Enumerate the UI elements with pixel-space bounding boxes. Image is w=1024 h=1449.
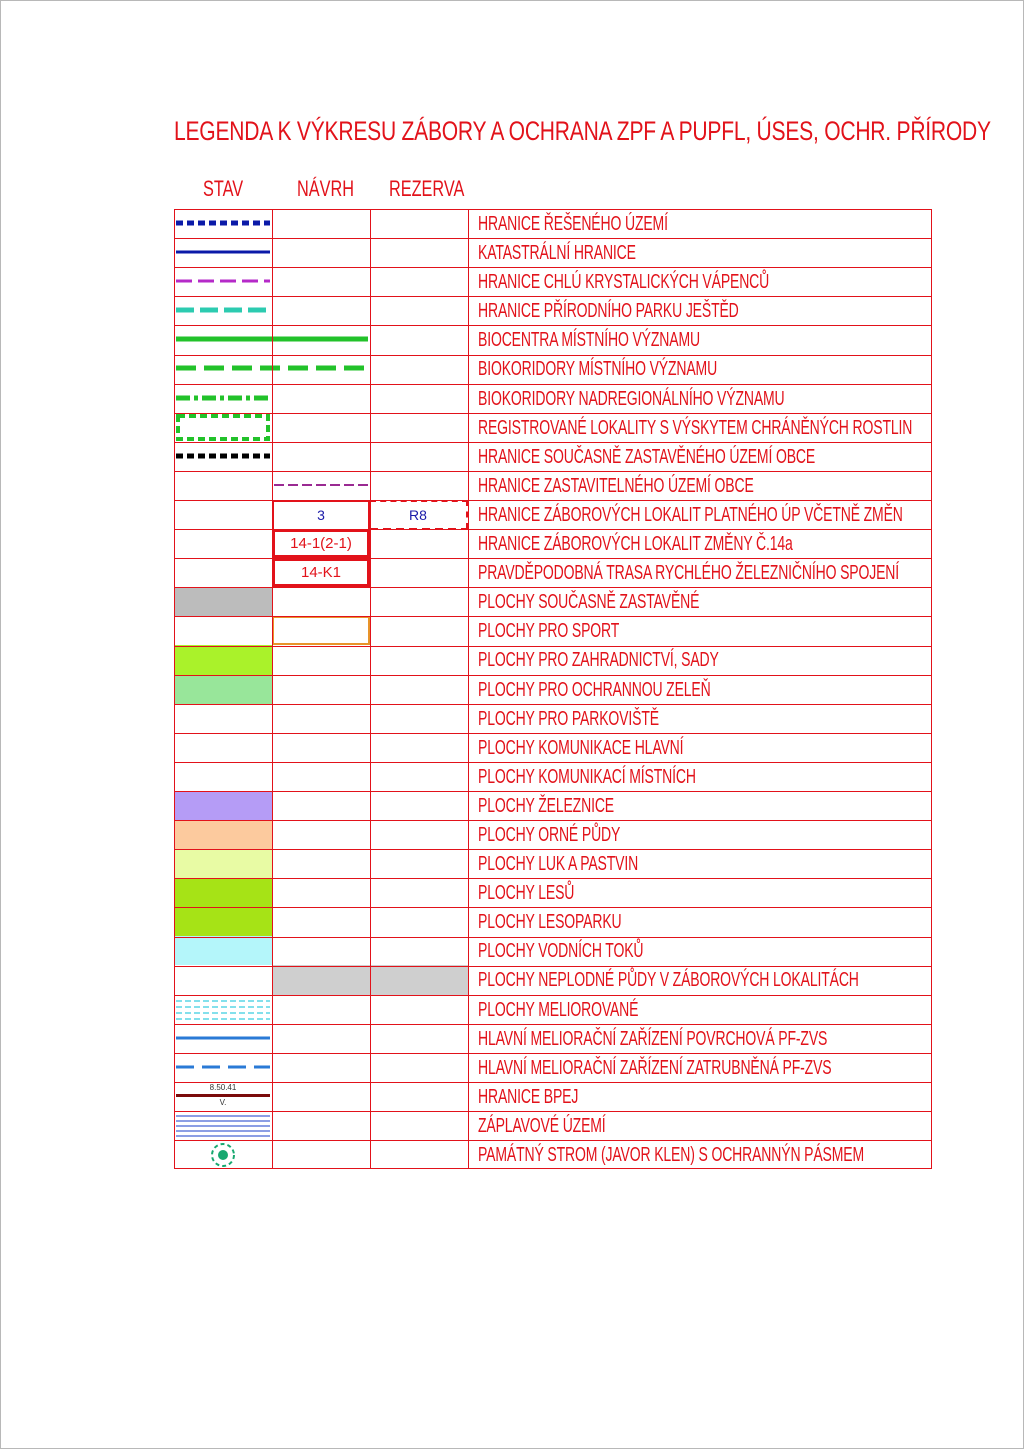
swatch-forest-green	[174, 907, 272, 936]
legend-row-sport	[174, 616, 932, 645]
swatch-pale-yellow-green	[174, 849, 272, 878]
column-header-stav: STAV	[203, 176, 244, 201]
legend-label: HRANICE SOUČASNĚ ZASTAVĚNÉHO ÚZEMÍ OBCE	[478, 445, 816, 468]
symbol-red-box-14-k1	[272, 558, 370, 587]
legend-row-chlu	[174, 267, 932, 296]
legend-label: KATASTRÁLNÍ HRANICE	[478, 242, 636, 265]
symbol-blue-hatch	[174, 1111, 272, 1140]
legend-label: PAMÁTNÝ STROM (JAVOR KLEN) S OCHRANNÝN PÁSMEM	[478, 1144, 865, 1166]
legend-table	[174, 209, 932, 1169]
symbol-bpej-boundary	[174, 1082, 272, 1111]
swatch-lime	[174, 645, 272, 674]
legend-label: PLOCHY PRO OCHRANNOU ZELEŇ	[478, 678, 711, 701]
legend-label: PLOCHY LESŮ	[478, 882, 575, 905]
legend-row-zaplavove-uzemi	[174, 1111, 932, 1140]
swatch-light-cyan	[174, 936, 272, 965]
legend-label: BIOKORIDORY NADREGIONÁLNÍHO VÝZNAMU	[478, 387, 785, 410]
symbol-dashed-cyan-hatch	[174, 995, 272, 1024]
legend-label: PLOCHY VODNÍCH TOKŮ	[478, 940, 644, 963]
symbol-red-dashed-box-r8	[370, 500, 468, 529]
symbol-dotted-blue-line	[174, 209, 272, 238]
legend-row-luky-pastviny	[174, 849, 932, 878]
legend-title: LEGENDA K VÝKRESU ZÁBORY A OCHRANA ZPF A PUPFL, ÚSES, OCHR. PŘÍRODY	[174, 116, 991, 146]
legend-label: HRANICE ZASTAVITELNÉHO ÚZEMÍ OBCE	[478, 474, 754, 497]
legend-row-zahradnictvi	[174, 645, 932, 674]
legend-label: HRANICE CHLÚ KRYSTALICKÝCH VÁPENCŮ	[478, 271, 770, 294]
legend-label: PLOCHY PRO SPORT	[478, 620, 620, 643]
legend-row-komunikace-mistni	[174, 762, 932, 791]
swatch-lavender	[174, 791, 272, 820]
symbol-red-box-14-1	[272, 529, 370, 558]
symbol-dashed-purple-line	[174, 267, 272, 296]
legend-row-zaborove-lokality-platne	[174, 500, 932, 529]
swatch-grey	[174, 587, 272, 616]
legend-row-zastavitelneho	[174, 471, 932, 500]
legend-row-hranice-bpej	[174, 1082, 932, 1111]
legend-label: REGISTROVANÉ LOKALITY S VÝSKYTEM CHRÁNĚNÝCH ROSTLIN	[478, 416, 913, 439]
legend-row-registrovane-lokality	[174, 413, 932, 442]
legend-row-neplodne-pudy	[174, 965, 932, 994]
legend-label: PLOCHY KOMUNIKACÍ MÍSTNÍCH	[478, 765, 696, 788]
symbol-dotted-black-line	[174, 442, 272, 471]
swatch-light-grey	[272, 965, 468, 994]
legend-row-zaborove-lokality-zmeny	[174, 529, 932, 558]
legend-row-trasa-zeleznice	[174, 558, 932, 587]
legend-row-prirodni-park	[174, 296, 932, 325]
swatch-forest-green	[174, 878, 272, 907]
legend-label: PLOCHY ORNÉ PŮDY	[478, 823, 621, 846]
symbol-dashed-teal-line	[174, 296, 272, 325]
legend-row-melioracni-zatrubnena	[174, 1053, 932, 1082]
symbol-dash-dot-green-line	[174, 384, 272, 413]
legend-label: PLOCHY SOUČASNĚ ZASTAVĚNÉ	[478, 591, 700, 614]
legend-row-meliorovane	[174, 995, 932, 1024]
symbol-solid-blue-line	[174, 1024, 272, 1053]
legend-row-hranice-reseneho-uzemi	[174, 209, 932, 238]
legend-row-vodni-toky	[174, 936, 932, 965]
legend-row-biokoridory-mistniho	[174, 354, 932, 383]
swatch-light-green	[174, 675, 272, 704]
legend-row-orne-pudy	[174, 820, 932, 849]
legend-label: HRANICE BPEJ	[478, 1085, 579, 1108]
legend-label: PLOCHY MELIOROVANÉ	[478, 998, 639, 1021]
legend-row-komunikace-hlavni	[174, 733, 932, 762]
symbol-dashed-purple-thin-line	[272, 471, 370, 500]
symbol-solid-navy-line	[174, 238, 272, 267]
locality-code: 14-K1	[300, 564, 342, 582]
legend-row-lesy	[174, 878, 932, 907]
legend-label: HRANICE ZÁBOROVÝCH LOKALIT ZMĚNY Č.14a	[478, 533, 793, 556]
legend-label: PLOCHY LESOPARKU	[478, 911, 622, 934]
symbol-dashed-green-line	[174, 354, 370, 383]
legend-row-biocentra	[174, 325, 932, 354]
legend-row-katastralni-hranice	[174, 238, 932, 267]
symbol-red-box-3	[272, 500, 370, 529]
reserve-code: R8	[409, 506, 427, 523]
legend-row-soucasne-zastavene	[174, 587, 932, 616]
legend-label: HLAVNÍ MELIORAČNÍ ZAŘÍZENÍ POVRCHOVÁ PF-ZVS	[478, 1027, 828, 1050]
locality-code: 14-1(2-1)	[290, 535, 352, 553]
legend-label: HRANICE PŘÍRODNÍHO PARKU JEŠTĚD	[478, 300, 739, 323]
legend-row-biokoridory-nadregionalniho	[174, 384, 932, 413]
legend-label: ZÁPLAVOVÉ ÚZEMÍ	[478, 1114, 606, 1137]
legend-label: HRANICE ZÁBOROVÝCH LOKALIT PLATNÉHO ÚP VČETNĚ ZMĚN	[478, 503, 903, 526]
bpej-class: V.	[219, 1097, 227, 1107]
tree-symbol-icon	[174, 1140, 272, 1169]
legend-row-zeleznice	[174, 791, 932, 820]
legend-label: BIOCENTRA MÍSTNÍHO VÝZNAMU	[478, 329, 700, 352]
symbol-solid-green-line	[174, 325, 370, 354]
legend-label: HLAVNÍ MELIORAČNÍ ZAŘÍZENÍ ZATRUBNĚNÁ PF-ZVS	[478, 1056, 832, 1079]
legend-label: PRAVDĚPODOBNÁ TRASA RYCHLÉHO ŽELEZNIČNÍHO SPOJENÍ	[478, 562, 900, 585]
locality-code: 3	[317, 506, 325, 523]
legend-label: PLOCHY PRO ZAHRADNICTVÍ, SADY	[478, 649, 719, 672]
legend-row-ochranna-zelen	[174, 675, 932, 704]
swatch-orange-outline	[272, 616, 370, 645]
column-header-rezerva: REZERVA	[389, 176, 465, 201]
legend-label: PLOCHY ŽELEZNICE	[478, 794, 614, 817]
legend-row-pamatny-strom	[174, 1140, 932, 1169]
legend-label: HRANICE ŘEŠENÉHO ÚZEMÍ	[478, 213, 668, 235]
symbol-dashed-green-rectangle	[174, 413, 272, 442]
legend-label: PLOCHY KOMUNIKACE HLAVNÍ	[478, 736, 684, 759]
symbol-dashed-blue-line	[174, 1053, 272, 1082]
swatch-peach	[174, 820, 272, 849]
legend-label: PLOCHY NEPLODNÉ PŮDY V ZÁBOROVÝCH LOKALITÁCH	[478, 969, 859, 992]
legend-row-soucasne-zastaveneho	[174, 442, 932, 471]
legend-row-lesopark	[174, 907, 932, 936]
legend-row-parkoviste	[174, 704, 932, 733]
bpej-code: 8.50.41	[209, 1082, 237, 1092]
legend-label: PLOCHY PRO PARKOVIŠTĚ	[478, 707, 659, 730]
legend-row-melioracni-povrchova	[174, 1024, 932, 1053]
legend-label: BIOKORIDORY MÍSTNÍHO VÝZNAMU	[478, 358, 718, 381]
column-header-navrh: NÁVRH	[297, 176, 354, 201]
legend-label: PLOCHY LUK A PASTVIN	[478, 853, 639, 876]
